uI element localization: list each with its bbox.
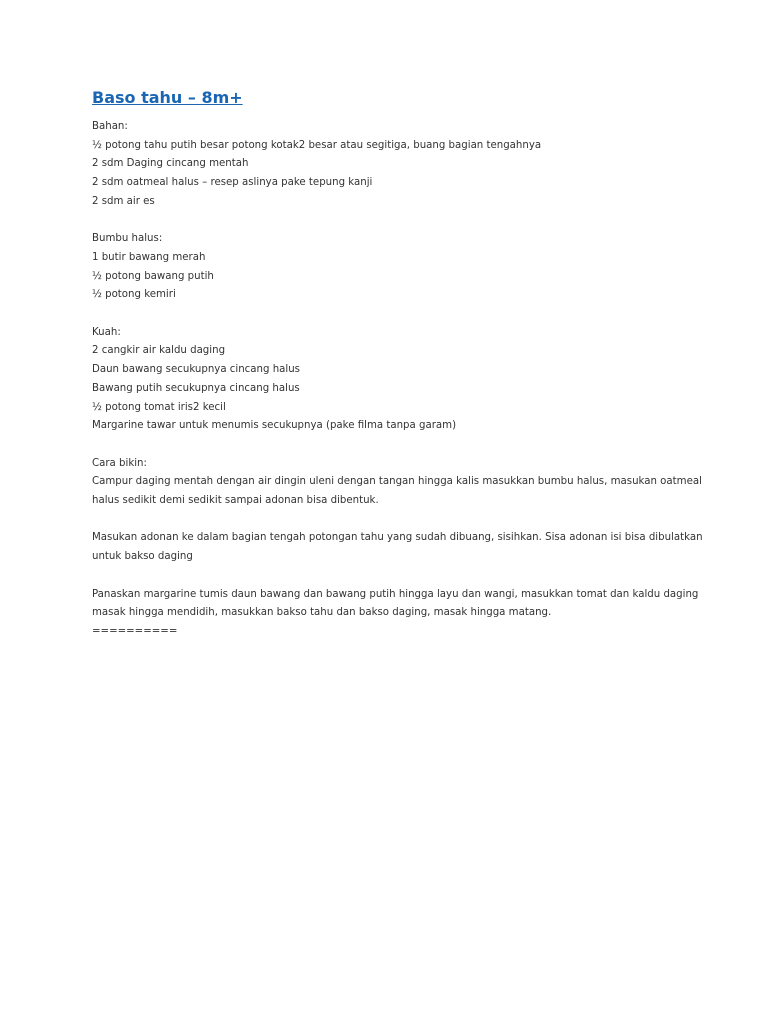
recipe-title: Baso tahu – 8m+ bbox=[92, 88, 243, 107]
bahan-heading: Bahan: bbox=[92, 121, 128, 132]
bumbu-item: ½ potong kemiri bbox=[92, 289, 176, 301]
cara-paragraph-line: Panaskan margarine tumis daun bawang dan bawang putih hingga layu dan wangi, masukkan tomat dan kaldu daging bbox=[92, 588, 699, 600]
bumbu-item: ½ potong bawang putih bbox=[92, 270, 214, 282]
kuah-item: Bawang putih secukupnya cincang halus bbox=[92, 382, 300, 394]
kuah-item: 2 cangkir air kaldu daging bbox=[92, 345, 226, 357]
cara-section bbox=[92, 455, 703, 623]
kuah-item: Margarine tawar untuk menumis secukupnya (pake filma tanpa garam) bbox=[92, 420, 457, 432]
cara-paragraph-line: untuk bakso daging bbox=[92, 551, 193, 563]
document-page bbox=[92, 88, 703, 642]
cara-paragraph-line: Masukan adonan ke dalam bagian tengah potongan tahu yang sudah dibuang, sisihkan. Sisa adonan isi bisa dibulatkan bbox=[92, 532, 703, 544]
bumbu-heading: Bumbu halus: bbox=[92, 233, 163, 245]
spacer bbox=[92, 511, 682, 530]
bahan-item: 2 sdm Daging cincang mentah bbox=[92, 158, 249, 170]
bumbu-section bbox=[92, 230, 682, 305]
kuah-section bbox=[92, 324, 682, 436]
bahan-item: 2 sdm oatmeal halus – resep aslinya pake tepung kanji bbox=[92, 177, 373, 189]
separator-line: ========== bbox=[92, 625, 178, 637]
kuah-item: ½ potong tomat iris2 kecil bbox=[92, 401, 226, 413]
kuah-item: Daun bawang secukupnya cincang halus bbox=[92, 364, 300, 376]
spacer bbox=[92, 305, 682, 324]
kuah-heading: Kuah: bbox=[92, 326, 121, 338]
spacer bbox=[92, 212, 682, 231]
cara-paragraph-line: Campur daging mentah dengan air dingin uleni dengan tangan hingga kalis masukkan bumbu halus, masukan oatmeal bbox=[92, 476, 702, 488]
bahan-item: ½ potong tahu putih besar potong kotak2 besar atau segitiga, buang bagian tengahnya bbox=[92, 139, 542, 151]
spacer bbox=[92, 567, 682, 586]
spacer bbox=[92, 436, 682, 455]
bahan-section bbox=[92, 118, 682, 212]
bahan-item: 2 sdm air es bbox=[92, 195, 155, 207]
cara-heading: Cara bikin: bbox=[92, 457, 147, 469]
cara-paragraph-line: masak hingga mendidih, masukkan bakso tahu dan bakso daging, masak hingga matang. bbox=[92, 607, 552, 619]
bumbu-item: 1 butir bawang merah bbox=[92, 251, 206, 263]
cara-paragraph-line: halus sedikit demi sedikit sampai adonan bisa dibentuk. bbox=[92, 495, 379, 507]
